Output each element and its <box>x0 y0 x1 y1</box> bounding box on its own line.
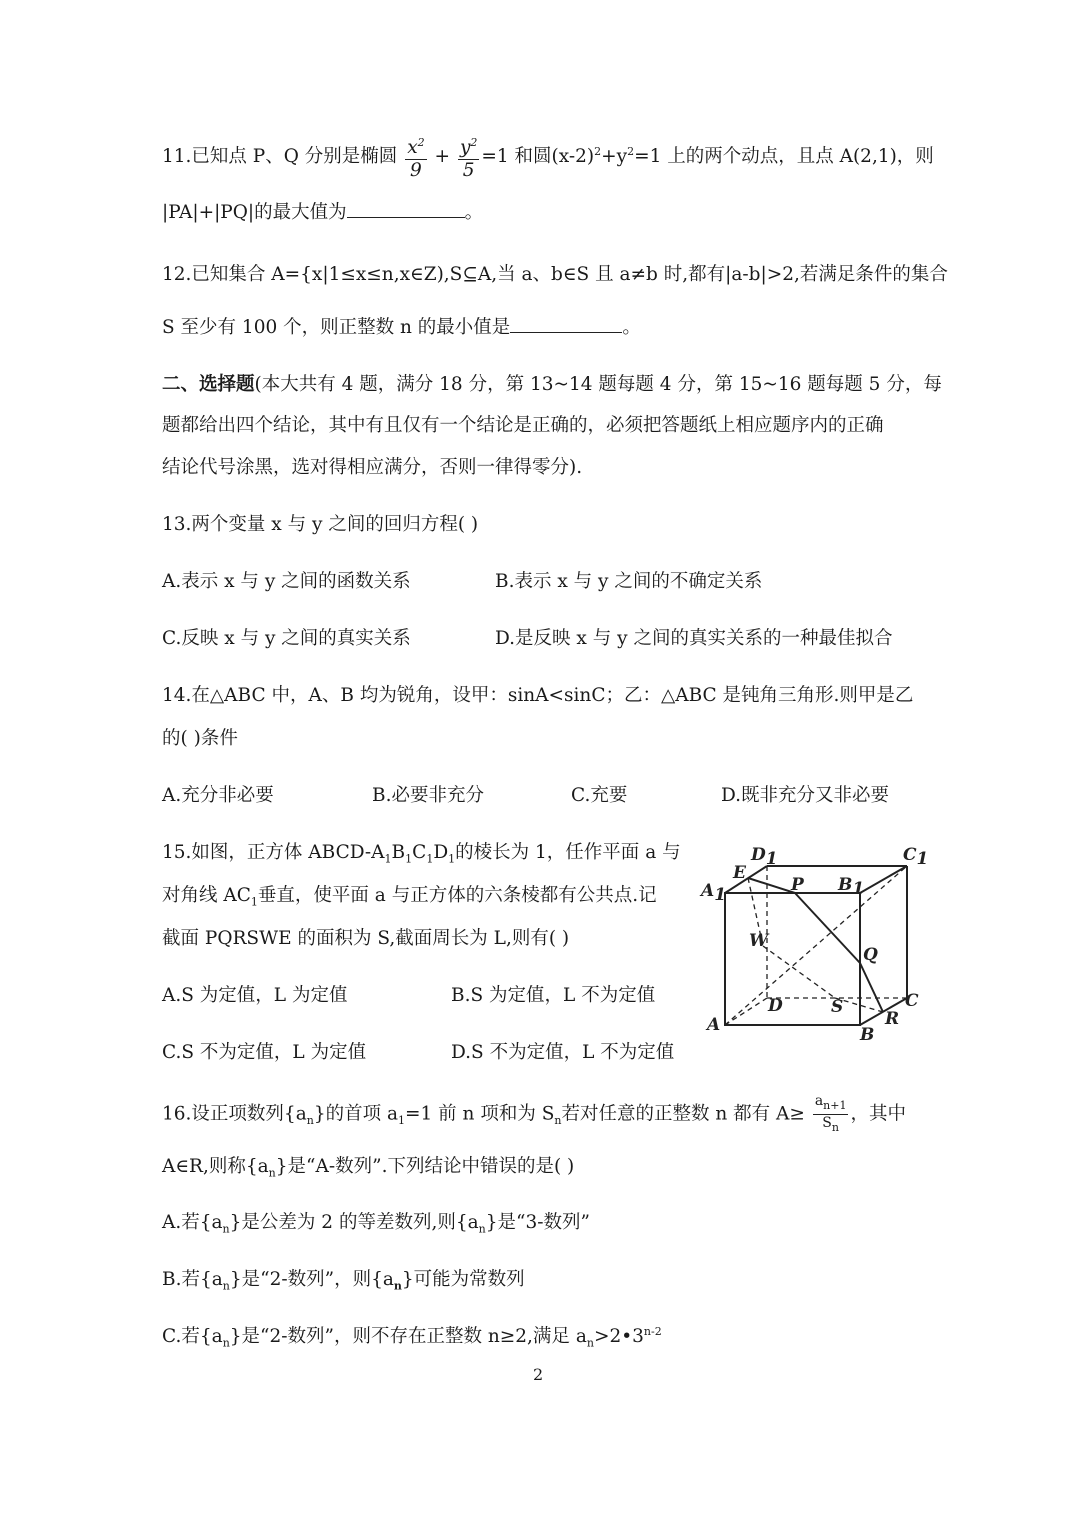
q13-option-b[interactable]: B.表示 x 与 y 之间的不确定关系 <box>495 571 763 592</box>
edge-ad <box>725 998 767 1025</box>
label-w: W <box>749 931 769 951</box>
q15-line3: 截面 PQRSWE 的面积为 S,截面周长为 L,则有( ) <box>162 928 570 949</box>
option-text: }是“3-数列” <box>485 1212 590 1233</box>
plus-sign: + <box>434 146 451 168</box>
section-qr <box>860 963 883 1012</box>
section-ep <box>748 878 795 893</box>
sub: 1 <box>250 895 258 909</box>
q15-line1: 15.如图，正方体 ABCD-$A_1B_1C_1D_1$的棱长为 1，任作平面 a 与 <box>162 842 681 866</box>
q11-text: 。 <box>464 202 484 223</box>
sup: 2 <box>417 136 425 149</box>
q11-line2 <box>162 198 483 224</box>
label-c1: C1 <box>903 845 929 869</box>
q16-text: }的首项 a <box>313 1103 399 1125</box>
sub: n <box>268 1166 276 1180</box>
section2-line2: 题都给出四个结论，其中有且仅有一个结论是正确的，必须把答题纸上相应题序内的正确 <box>162 415 884 436</box>
sub: 1 <box>405 852 413 866</box>
q11-text: =1 和圆(x-2) <box>481 146 595 168</box>
q11-text: =1 上的两个动点，且点 A(2,1)，则 <box>634 146 934 168</box>
q16-option-b[interactable] <box>162 1265 525 1293</box>
sup: n-2 <box>643 1324 662 1338</box>
q14-line1: 14.在△ABC 中，A、B 均为锐角，设甲：sinA<sinC；乙：△ABC 是钝角三角形.则甲是乙 <box>162 685 914 706</box>
label-a: A <box>707 1015 721 1035</box>
q16-text: 16.设正项数列{a <box>162 1103 307 1125</box>
frac-den: S <box>822 1114 832 1131</box>
q14-option-d[interactable]: D.既非充分又非必要 <box>721 785 890 806</box>
q13-option-c[interactable]: C.反映 x 与 y 之间的真实关系 <box>162 628 411 649</box>
q12-line1: 12.已知集合 A={x|1≤x≤n,x∈Z),S⊆A,当 a、b∈S 且 a≠b 时,都有|a-b|>2,若满足条件的集合 <box>162 264 948 285</box>
q15-text: 对角线 AC <box>162 885 251 906</box>
sub: 1 <box>398 1113 406 1127</box>
option-text: A.若{a <box>162 1212 223 1233</box>
sub: n <box>478 1222 486 1236</box>
q16-line1 <box>162 1093 906 1136</box>
q11-line1 <box>162 132 934 182</box>
q16-text: }是“A-数列”.下列结论中错误的是( ) <box>275 1156 575 1177</box>
q16-text: A∈R,则称{a <box>162 1156 269 1177</box>
answer-blank[interactable] <box>347 199 465 218</box>
cube-figure <box>695 838 935 1048</box>
q15-text: 的棱长为 1，任作平面 a 与 <box>455 842 681 863</box>
page-number: 2 <box>533 1365 544 1384</box>
label-b1: B1 <box>838 875 865 899</box>
q16-option-a[interactable] <box>162 1208 590 1236</box>
label-s: S <box>831 997 844 1017</box>
option-text: }是“2-数列”，则{a <box>229 1269 394 1290</box>
q13-stem: 13.两个变量 x 与 y 之间的回归方程( ) <box>162 514 479 535</box>
sub: n <box>554 1113 562 1127</box>
q13-option-a[interactable]: A.表示 x 与 y 之间的函数关系 <box>162 571 411 592</box>
label-r: R <box>885 1009 900 1029</box>
q16-line2 <box>162 1152 574 1180</box>
sup: 2 <box>470 136 478 149</box>
sub: 1 <box>426 852 434 866</box>
sub: n+1 <box>823 1098 847 1112</box>
edge-b1c1 <box>860 866 907 893</box>
an1-over-sn-frac <box>813 1093 849 1136</box>
label-e: E <box>733 863 746 883</box>
label-b: B <box>860 1025 875 1045</box>
frac-num: a <box>814 1093 824 1109</box>
ellipse-frac-y <box>458 132 479 182</box>
label-d1: D1 <box>751 845 778 869</box>
q11-text: +y <box>601 146 628 168</box>
q13-option-d[interactable]: D.是反映 x 与 y 之间的真实关系的一种最佳拟合 <box>495 628 893 649</box>
q16-option-c[interactable] <box>162 1322 662 1350</box>
label-q: Q <box>863 945 878 965</box>
sub: n <box>222 1222 230 1236</box>
option-text: }是公差为 2 的等差数列,则{a <box>229 1212 479 1233</box>
sub: n <box>393 1279 402 1293</box>
section-text: (本大共有 4 题，满分 18 分，第 13~14 题每题 4 分，第 15~16 题每题 5 分，每 <box>254 374 942 395</box>
option-text: B.若{a <box>162 1269 223 1290</box>
q16-text: 若对任意的正整数 n 都有 A≥ <box>561 1103 805 1125</box>
q15-option-c[interactable]: C.S 不为定值，L 为定值 <box>162 1042 367 1063</box>
section-title: 二、选择题 <box>162 374 255 395</box>
q15-option-a[interactable]: A.S 为定值，L 为定值 <box>162 985 348 1006</box>
q15-text: 15.如图，正方体 ABCD-A <box>162 842 385 863</box>
label-d: D <box>768 996 783 1016</box>
section-ws <box>763 946 835 998</box>
q16-text: ，其中 <box>850 1103 906 1125</box>
q14-option-a[interactable]: A.充分非必要 <box>162 785 274 806</box>
sub: 1 <box>448 852 456 866</box>
q14-line2: 的( )条件 <box>162 728 238 749</box>
option-text: C.若{a <box>162 1326 223 1347</box>
option-text: }是“2-数列”，则不存在正整数 n≥2,满足 a <box>229 1326 587 1347</box>
q11-text: |PA|+|PQ|的最大值为 <box>162 202 347 223</box>
sub: n <box>586 1336 594 1350</box>
answer-blank[interactable] <box>510 314 622 333</box>
q15-option-b[interactable]: B.S 为定值，L 不为定值 <box>451 985 656 1006</box>
label-c: C <box>905 991 919 1011</box>
frac-den: 9 <box>410 160 422 182</box>
label-p: P <box>791 875 804 895</box>
sub: n <box>222 1279 230 1293</box>
q11-text: 11.已知点 P、Q 分别是椭圆 <box>162 146 398 168</box>
label-a1: A1 <box>701 881 727 905</box>
edge-a1d1 <box>725 866 767 893</box>
section-pq <box>795 893 860 963</box>
sup: 2 <box>594 144 602 158</box>
sub: 1 <box>384 852 392 866</box>
sub: n <box>222 1336 230 1350</box>
option-text: >2•3 <box>593 1326 644 1347</box>
frac-num: x <box>407 137 418 159</box>
frac-num: y <box>459 137 471 159</box>
sup: 2 <box>627 144 635 158</box>
q12-line2 <box>162 313 641 339</box>
section2-line3: 结论代号涂黑，选对得相应满分，否则一律得零分). <box>162 457 583 478</box>
q15-option-d[interactable]: D.S 不为定值，L 不为定值 <box>451 1042 675 1063</box>
sub: n <box>831 1120 839 1134</box>
q15-text: 垂直，使平面 a 与正方体的六条棱都有公共点.记 <box>257 885 657 906</box>
q12-text: S 至少有 100 个，则正整数 n 的最小值是 <box>162 317 511 338</box>
sub: n <box>306 1113 314 1127</box>
ellipse-frac-x <box>405 132 426 182</box>
q14-option-b[interactable]: B.必要非充分 <box>372 785 484 806</box>
frac-den: 5 <box>462 160 475 182</box>
option-text: }可能为常数列 <box>401 1269 525 1290</box>
q12-text: 。 <box>622 317 641 338</box>
q16-text: =1 前 n 项和为 S <box>405 1103 555 1125</box>
q14-option-c[interactable]: C.充要 <box>571 785 628 806</box>
q15-line2 <box>162 881 657 909</box>
section2-line1 <box>162 370 942 396</box>
